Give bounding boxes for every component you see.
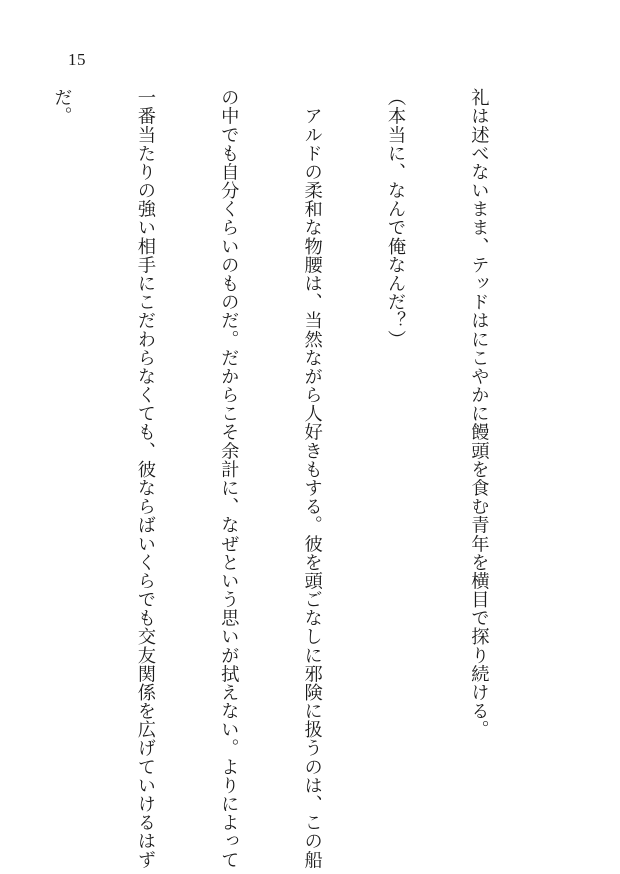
text-line: アルドの柔和な物腰は、当然ながら人好きもする。彼を頭ごなしに邪険に扱うのは、この船 <box>301 88 323 869</box>
text-line: だ。 <box>51 88 73 126</box>
text-line: 礼は述べないまま、テッドはにこやかに饅頭を食む青年を横目で探り続ける。 <box>468 88 490 739</box>
text-line: 一番当たりの強い相手にこだわらなくても、彼ならばいくらでも交友関係を広げていけるはず <box>134 88 156 869</box>
page-number: 15 <box>68 50 86 69</box>
text-line: （本当に、なんで俺なんだ？） <box>385 88 407 349</box>
vertical-text-body <box>51 88 548 869</box>
text-line: の中でも自分くらいのものだ。だからこそ余計に、なぜという思いが拭えない。よりによって <box>218 88 240 869</box>
